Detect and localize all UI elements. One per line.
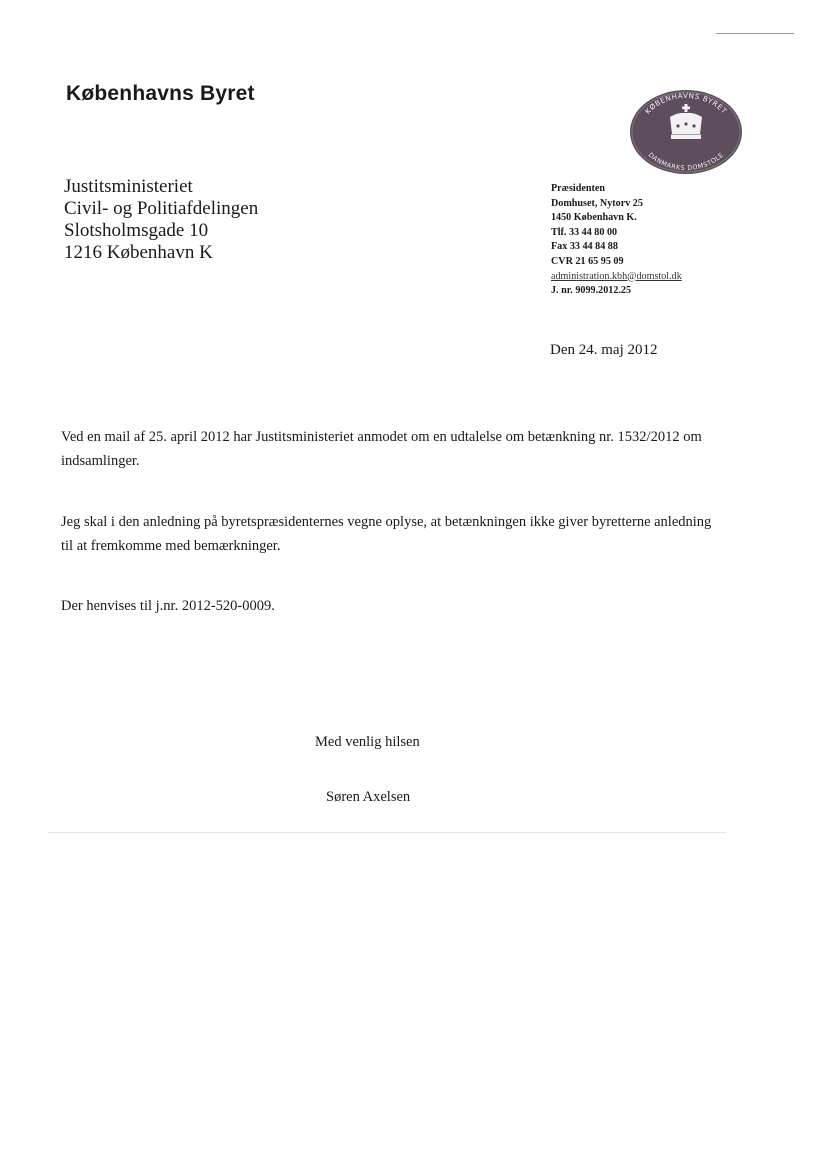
body-paragraph: Jeg skal i den anledning på byretspræsidenternes vegne oplyse, at betænkningen ikke giver byretterne anledning til at fremkomme med bemærkninger. — [61, 514, 712, 554]
recipient-address — [64, 176, 258, 264]
sender-email: administration.kbh@domstol.dk — [551, 269, 682, 282]
closing-salutation: Med venlig hilsen — [315, 734, 420, 750]
sender-cvr: CVR 21 65 95 09 — [551, 254, 624, 267]
sender-address-line1: Domhuset, Nytorv 25 — [551, 196, 643, 209]
scan-artifact-bottom — [48, 832, 726, 833]
scan-artifact-top — [716, 33, 794, 34]
body-paragraph: Der henvises til j.nr. 2012-520-0009. — [61, 598, 275, 614]
signer-name: Søren Axelsen — [326, 789, 411, 805]
court-name: Københavns Byret — [66, 82, 255, 105]
seal-graphic — [628, 88, 744, 176]
seal-text-top: KØBENHAVNS BYRET — [643, 90, 729, 116]
recipient-line: 1216 København K — [64, 242, 213, 263]
seal-text-bottom: DANMARKS DOMSTOLE — [646, 150, 726, 173]
sender-title: Præsidenten — [551, 182, 605, 194]
letter-date: Den 24. maj 2012 — [550, 342, 658, 358]
body-paragraph: Ved en mail af 25. april 2012 har Justitsministeriet anmodet om en udtalelse om betænkning nr. 1532/2012 om indsamlinger. — [61, 429, 702, 469]
sender-address-line2: 1450 København K. — [551, 211, 637, 224]
journal-number: J. nr. 9099.2012.25 — [551, 284, 632, 297]
court-seal-logo — [628, 88, 744, 176]
sender-phone: Tlf. 33 44 80 00 — [551, 225, 618, 238]
recipient-line: Slotsholmsgade 10 — [64, 220, 209, 241]
recipient-line: Justitsministeriet — [64, 176, 193, 197]
sender-block — [551, 181, 682, 298]
recipient-line: Civil- og Politiafdelingen — [64, 198, 259, 219]
sender-fax: Fax 33 44 84 88 — [551, 240, 618, 253]
